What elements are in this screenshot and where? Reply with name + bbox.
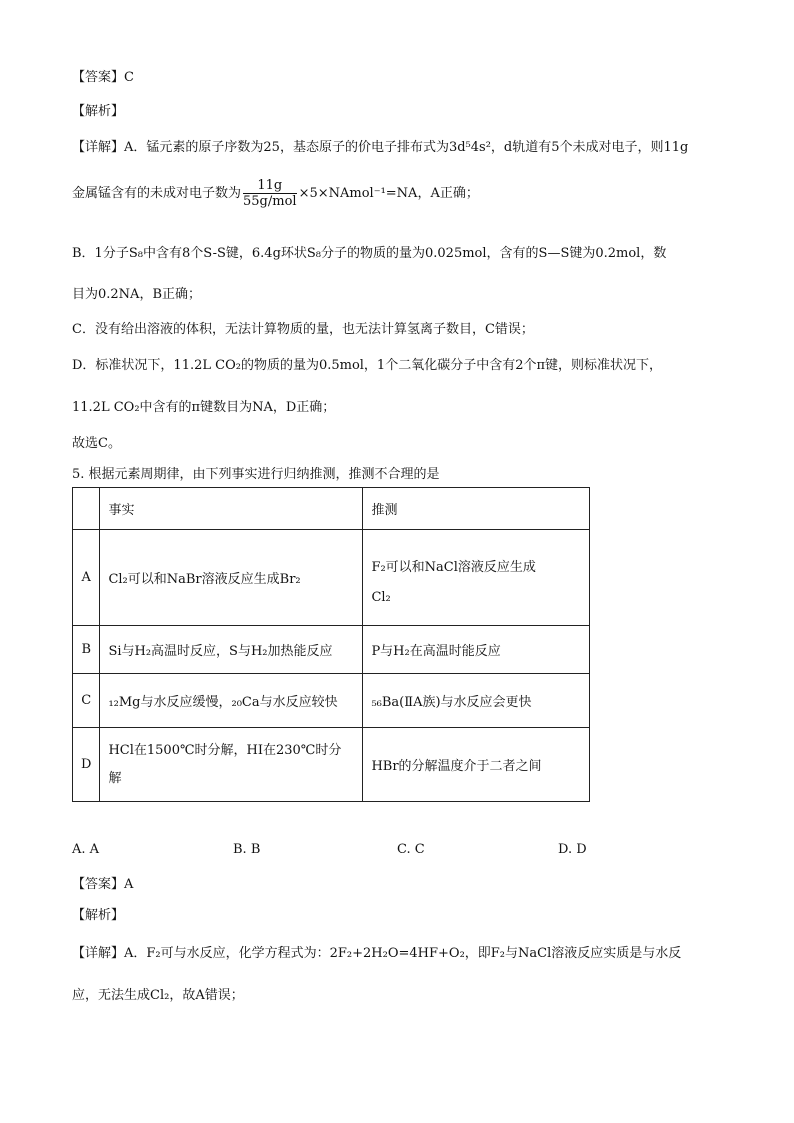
table-row bbox=[73, 626, 590, 674]
q4-answer-tag: 【答案】C bbox=[72, 70, 134, 85]
q4-line-d1: D．标准状况下，11.2L CO₂的物质的量为0.5mol，1个二氧化碳分子中含有2个π键，则标准状况下， bbox=[72, 358, 663, 373]
row-key: A bbox=[73, 530, 100, 626]
row-guess-line2: Cl₂ bbox=[371, 589, 391, 605]
row-key: C bbox=[73, 674, 100, 728]
row-fact: ₁₂Mg与水反应缓慢，₂₀Ca与水反应较快 bbox=[100, 674, 363, 728]
q4-config: 3d⁵4s² bbox=[448, 140, 491, 155]
table-header-blank bbox=[73, 488, 100, 530]
q4-conclusion: 故选C。 bbox=[72, 436, 121, 451]
option-d: D. D bbox=[558, 842, 587, 857]
q5-analysis-tag: 【解析】 bbox=[72, 908, 125, 923]
row-key: B bbox=[73, 626, 100, 674]
row-guess-line1: F₂可以和NaCl溶液反应生成 bbox=[371, 559, 536, 575]
row-guess bbox=[363, 530, 590, 626]
table-header-row bbox=[73, 488, 590, 530]
q5-exp-line1: A．F₂可与水反应，化学方程式为：2F₂+2H₂O=4HF+O₂，即F₂与NaCl溶液反应实质是与水反 bbox=[124, 946, 682, 961]
q4-fraction bbox=[243, 178, 297, 209]
row-fact: Si与H₂高温时反应，S与H₂加热能反应 bbox=[100, 626, 363, 674]
q4-detail-line-a1 bbox=[72, 136, 688, 155]
q4-line-b2: 目为0.2NA，B正确； bbox=[72, 287, 201, 302]
table-row bbox=[73, 674, 590, 728]
q4-line-a2-head: 金属锰含有的未成对电子数为 bbox=[72, 186, 242, 201]
table-header-guess: 推测 bbox=[363, 488, 590, 530]
row-key: D bbox=[73, 728, 100, 802]
row-fact-line2: 解 bbox=[108, 770, 122, 786]
q5-exp-line1-wrap bbox=[72, 942, 681, 961]
q4-line-c: C．没有给出溶液的体积，无法计算物质的量，也无法计算氢离子数目，C错误； bbox=[72, 322, 534, 337]
q5-answer-tag: 【答案】A bbox=[72, 877, 134, 892]
q5-fact-table bbox=[72, 487, 590, 802]
q4-line-a1-tail: ，d轨道有5个未成对电子，则11g bbox=[490, 140, 689, 155]
q4-detail-label: 【详解】 bbox=[72, 140, 125, 155]
option-b: B. B bbox=[233, 842, 261, 857]
table-header-fact: 事实 bbox=[100, 488, 363, 530]
table-row bbox=[73, 728, 590, 802]
q4-analysis-tag: 【解析】 bbox=[72, 104, 125, 119]
row-fact bbox=[100, 728, 363, 802]
row-fact-line1: HCl在1500℃时分解，HI在230℃时分 bbox=[108, 742, 342, 758]
q4-line-a1: A．锰元素的原子序数为25，基态原子的价电子排布式为 bbox=[124, 140, 449, 155]
row-guess: P与H₂在高温时能反应 bbox=[363, 626, 590, 674]
q4-line-b1: B．1分子S₈中含有8个S-S键，6.4g环状S₈分子的物质的量为0.025mol，含有的S—S键为0.2mol，数 bbox=[72, 246, 667, 261]
option-a: A. A bbox=[72, 842, 100, 857]
table-row bbox=[73, 530, 590, 626]
option-c: C. C bbox=[397, 842, 425, 857]
q5-exp-line2: 应，无法生成Cl₂，故A错误； bbox=[72, 988, 244, 1003]
q5-detail-label: 【详解】 bbox=[72, 946, 125, 961]
q4-frac-den: 55g/mol bbox=[243, 194, 297, 209]
row-guess: ₅₆Ba(ⅡA族)与水反应会更快 bbox=[363, 674, 590, 728]
row-fact: Cl₂可以和NaBr溶液反应生成Br₂ bbox=[100, 530, 363, 626]
q4-line-d2: 11.2L CO₂中含有的π键数目为NA，D正确； bbox=[72, 400, 336, 415]
row-guess: HBr的分解温度介于二者之间 bbox=[363, 728, 590, 802]
q4-line-a2-tail: ×5×NAmol⁻¹=NA，A正确； bbox=[298, 186, 479, 201]
q5-stem: 5. 根据元素周期律，由下列事实进行归纳推测，推测不合理的是 bbox=[72, 467, 440, 482]
q4-detail-line-a2 bbox=[72, 178, 479, 209]
q4-frac-num: 11g bbox=[243, 178, 297, 194]
